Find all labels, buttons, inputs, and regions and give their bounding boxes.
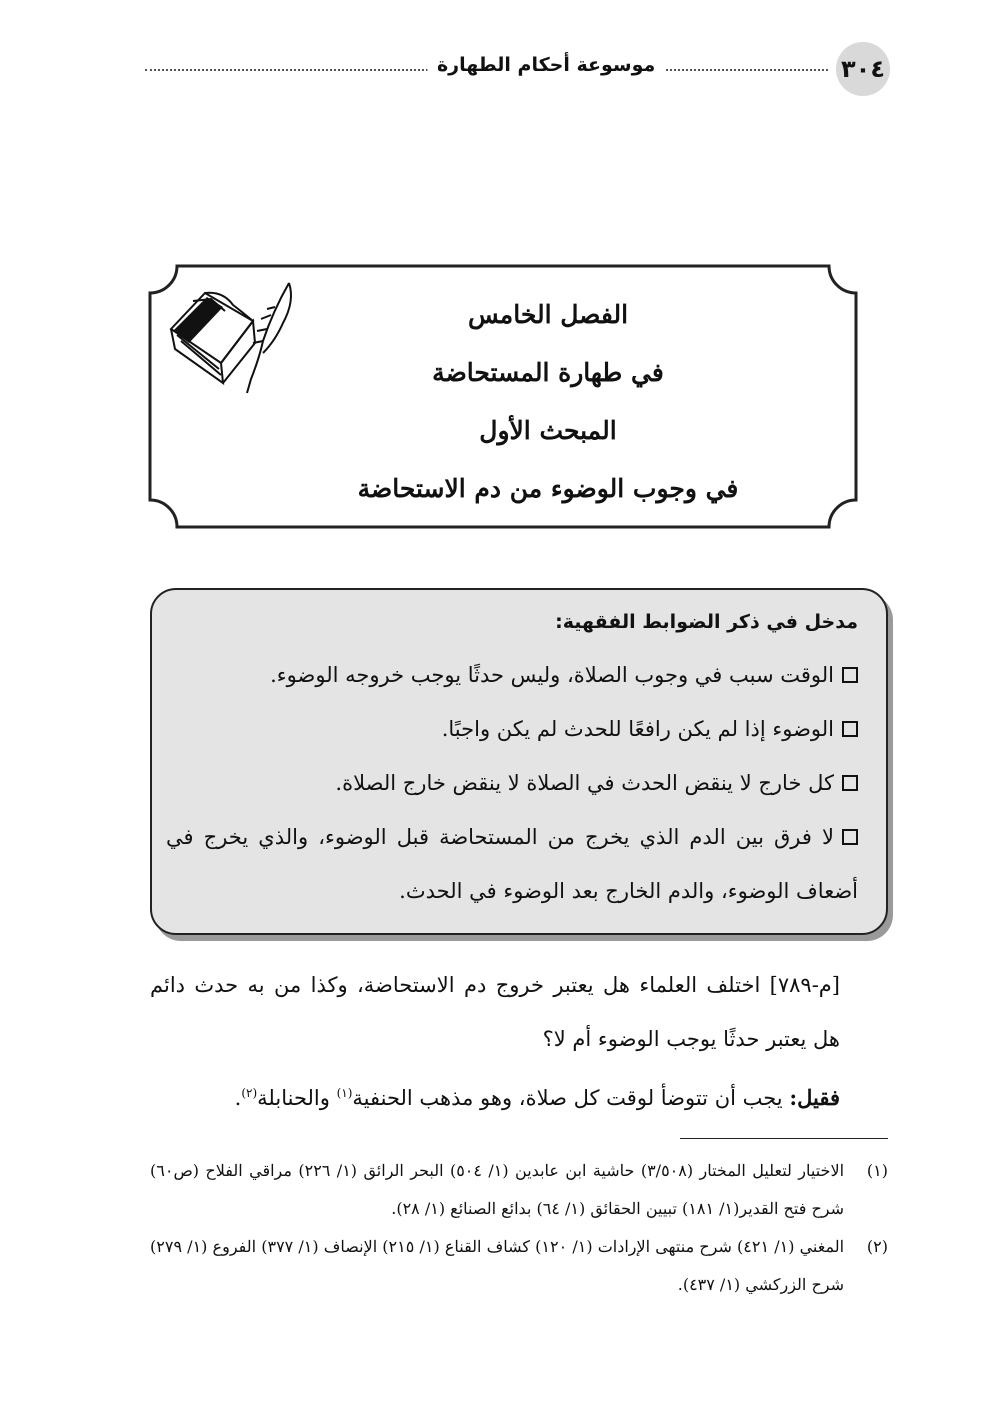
- footnote: [150, 1152, 888, 1228]
- paragraph: فقيل: يجب أن تتوضأ لوقت كل صلاة، وهو مذهب الحنفية$^{(١)}$ والحنابلة$^{(٢)}$.: [234, 1085, 840, 1110]
- paragraph: [م-٧٨٩] اختلف العلماء هل يعتبر خروج دم الاستحاضة، وكذا من به حدث دائم هل يعتبر حدثًا يوجب الوضوء أم لا؟: [150, 973, 840, 1051]
- rules-box: [150, 588, 888, 935]
- checkbox-icon: [842, 721, 858, 737]
- footnote-number: (٢): [866, 1237, 888, 1256]
- rule-item: الوقت سبب في وجوب الصلاة، وليس حدثًا يوجب خروجه الوضوء.: [166, 648, 858, 702]
- chapter-heading-box: [147, 263, 859, 530]
- lead-word: فقيل:: [789, 1085, 840, 1110]
- footnote-number: (١): [866, 1161, 888, 1180]
- rules-content: [166, 604, 858, 918]
- rules-title: مدخل في ذكر الضوابط الفقهية:: [555, 611, 858, 633]
- checkbox-icon: [842, 775, 858, 791]
- body-text: [150, 958, 888, 1125]
- rule-item: لا فرق بين الدم الذي يخرج من المستحاضة قبل الوضوء، والذي يخرج في أضعاف الوضوء، والدم الخارج بعد الوضوء في الحدث.: [166, 825, 858, 903]
- chapter-subtitle: في طهارة المستحاضة: [432, 358, 664, 387]
- footnote-divider: [680, 1138, 888, 1139]
- page-header: [145, 42, 890, 98]
- checkbox-icon: [842, 667, 858, 683]
- rule-item: الوضوء إذا لم يكن رافعًا للحدث لم يكن واجبًا.: [166, 702, 858, 756]
- footnote-ref[interactable]: (١): [336, 1086, 353, 1100]
- footnote: [150, 1228, 888, 1304]
- footnote-ref[interactable]: (٢): [241, 1086, 258, 1100]
- checkbox-icon: [842, 829, 858, 845]
- rule-item: كل خارج لا ينقض الحدث في الصلاة لا ينقض خارج الصلاة.: [166, 756, 858, 810]
- page-number: ٣٠٤: [836, 42, 890, 96]
- section-title: المبحث الأول: [479, 416, 617, 445]
- footnote-text: المغني (١/ ٤٢١) شرح منتهى الإرادات (١/ ١٢٠) كشاف القناع (١/ ٢١٥) الإنصاف (١/ ٣٧٧) الفروع (١/ ٢٧٩) شرح الزركشي (١/ ٤٣٧).: [150, 1237, 845, 1294]
- footnotes: [150, 1152, 888, 1304]
- chapter-titles: [267, 295, 829, 527]
- chapter-title: الفصل الخامس: [467, 300, 629, 329]
- footnote-text: الاختيار لتعليل المختار (٣/٥٠٨) حاشية ابن عابدين (١/ ٥٠٤) البحر الرائق (١/ ٢٢٦) مراقي الفلاح (ص٦٠) شرح فتح القدير(١/ ١٨١) تبيين الحقائق (١/ ٦٤) بدائع الصنائع (١/ ٢٨).: [150, 1161, 845, 1218]
- section-subtitle: في وجوب الوضوء من دم الاستحاضة: [357, 474, 739, 503]
- book-title: موسوعة أحكام الطهارة: [427, 54, 665, 76]
